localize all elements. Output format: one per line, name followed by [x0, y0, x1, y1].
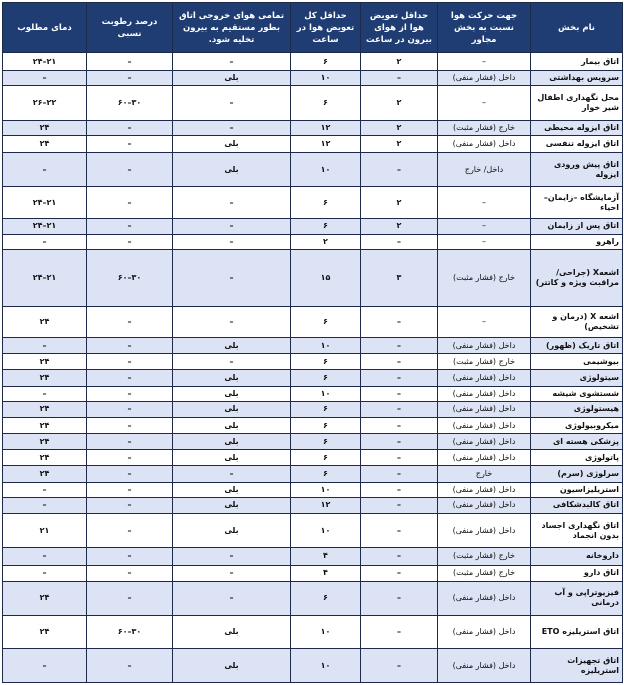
- table-row: [3, 616, 623, 649]
- cell-total-air-changes: ۱۵: [291, 250, 361, 307]
- cell-relative-humidity: –: [87, 53, 173, 71]
- cell-desired-temperature: –: [3, 338, 87, 354]
- cell-relative-humidity: –: [87, 401, 173, 417]
- cell-desired-temperature: ۲۴: [3, 417, 87, 433]
- cell-relative-humidity: –: [87, 120, 173, 135]
- cell-total-air-changes: ۶: [291, 401, 361, 417]
- cell-relative-humidity: –: [87, 450, 173, 466]
- cell-relative-humidity: –: [87, 153, 173, 187]
- table-row: [3, 482, 623, 497]
- cell-total-air-changes: ۱۲: [291, 120, 361, 135]
- cell-air-direction: داخل (فشار منفی): [438, 616, 531, 649]
- cell-department-name: اتاق پس از زایمان: [531, 218, 623, 234]
- cell-department-name: شستشوی شیشه: [531, 386, 623, 401]
- cell-desired-temperature: ۲۴: [3, 401, 87, 417]
- cell-total-air-changes: ۱۲: [291, 497, 361, 513]
- cell-total-air-changes: ۱۰: [291, 482, 361, 497]
- cell-air-direction: –: [438, 86, 531, 120]
- cell-total-air-changes: ۱۰: [291, 338, 361, 354]
- cell-total-air-changes: ۶: [291, 187, 361, 218]
- cell-relative-humidity: –: [87, 386, 173, 401]
- cell-department-name: بیوشیمی: [531, 354, 623, 370]
- table-row: [3, 153, 623, 187]
- cell-relative-humidity: ۳۰–۶۰: [87, 616, 173, 649]
- cell-outdoor-air-changes: –: [361, 616, 438, 649]
- cell-direct-exhaust: بلی: [173, 417, 291, 433]
- cell-air-direction: داخل (فشار منفی): [438, 450, 531, 466]
- table-row: [3, 135, 623, 152]
- cell-direct-exhaust: بلی: [173, 450, 291, 466]
- cell-outdoor-air-changes: –: [361, 513, 438, 547]
- cell-air-direction: داخل (فشار منفی): [438, 338, 531, 354]
- table-row: [3, 250, 623, 307]
- table-row: [3, 306, 623, 337]
- cell-air-direction: خارج (فشار مثبت): [438, 548, 531, 565]
- table-row: [3, 434, 623, 450]
- table-row: [3, 338, 623, 354]
- cell-direct-exhaust: –: [173, 86, 291, 120]
- cell-total-air-changes: ۶: [291, 354, 361, 370]
- cell-total-air-changes: ۶: [291, 434, 361, 450]
- cell-desired-temperature: ۲۱–۲۴: [3, 187, 87, 218]
- cell-outdoor-air-changes: –: [361, 338, 438, 354]
- cell-department-name: اتاق دارو: [531, 565, 623, 581]
- cell-total-air-changes: ۱۰: [291, 71, 361, 86]
- cell-department-name: استریلیزاسیون: [531, 482, 623, 497]
- cell-department-name: اتاق ایزوله محیطی: [531, 120, 623, 135]
- cell-direct-exhaust: –: [173, 187, 291, 218]
- cell-department-name: اتاق ایزوله تنفسی: [531, 135, 623, 152]
- cell-relative-humidity: –: [87, 482, 173, 497]
- cell-outdoor-air-changes: –: [361, 466, 438, 482]
- cell-direct-exhaust: بلی: [173, 370, 291, 386]
- cell-department-name: هیستولوژی: [531, 401, 623, 417]
- cell-department-name: راهرو: [531, 234, 623, 249]
- cell-desired-temperature: ۲۴: [3, 120, 87, 135]
- cell-total-air-changes: ۶: [291, 306, 361, 337]
- cell-direct-exhaust: بلی: [173, 616, 291, 649]
- cell-direct-exhaust: بلی: [173, 71, 291, 86]
- table-row: [3, 370, 623, 386]
- ventilation-requirements-table: [2, 2, 623, 683]
- cell-direct-exhaust: –: [173, 250, 291, 307]
- cell-relative-humidity: –: [87, 306, 173, 337]
- header-relative-humidity: درصد رطوبت نسبی: [87, 3, 173, 53]
- table-row: [3, 234, 623, 249]
- cell-relative-humidity: ۳۰–۶۰: [87, 86, 173, 120]
- cell-direct-exhaust: بلی: [173, 482, 291, 497]
- table-row: [3, 53, 623, 71]
- cell-desired-temperature: –: [3, 565, 87, 581]
- cell-desired-temperature: ۲۴: [3, 354, 87, 370]
- cell-air-direction: داخل (فشار منفی): [438, 482, 531, 497]
- cell-relative-humidity: –: [87, 354, 173, 370]
- cell-total-air-changes: ۲: [291, 234, 361, 249]
- cell-outdoor-air-changes: –: [361, 306, 438, 337]
- cell-desired-temperature: –: [3, 649, 87, 683]
- cell-outdoor-air-changes: –: [361, 548, 438, 565]
- cell-outdoor-air-changes: ۳: [361, 250, 438, 307]
- cell-desired-temperature: ۲۱: [3, 513, 87, 547]
- cell-air-direction: خارج (فشار مثبت): [438, 354, 531, 370]
- cell-outdoor-air-changes: ۲: [361, 120, 438, 135]
- cell-air-direction: داخل (فشار منفی): [438, 497, 531, 513]
- cell-direct-exhaust: بلی: [173, 135, 291, 152]
- cell-department-name: داروخانه: [531, 548, 623, 565]
- cell-department-name: پاتولوژی: [531, 450, 623, 466]
- cell-total-air-changes: ۱۰: [291, 616, 361, 649]
- cell-direct-exhaust: بلی: [173, 513, 291, 547]
- cell-total-air-changes: ۶: [291, 450, 361, 466]
- table-row: [3, 513, 623, 547]
- table-row: [3, 354, 623, 370]
- cell-desired-temperature: ۲۱–۲۴: [3, 250, 87, 307]
- cell-relative-humidity: –: [87, 548, 173, 565]
- cell-department-name: محل نگهداری اطفال شیر خوار: [531, 86, 623, 120]
- cell-air-direction: داخل (فشار منفی): [438, 649, 531, 683]
- cell-relative-humidity: –: [87, 565, 173, 581]
- cell-department-name: اتاق استریلیزه ETO: [531, 616, 623, 649]
- cell-outdoor-air-changes: –: [361, 482, 438, 497]
- cell-air-direction: خارج (فشار مثبت): [438, 250, 531, 307]
- cell-direct-exhaust: –: [173, 466, 291, 482]
- table-row: [3, 218, 623, 234]
- header-department-name: نام بخش: [531, 3, 623, 53]
- cell-air-direction: خارج: [438, 466, 531, 482]
- table-row: [3, 86, 623, 120]
- cell-air-direction: خارج (فشار مثبت): [438, 565, 531, 581]
- cell-relative-humidity: –: [87, 417, 173, 433]
- cell-department-name: اتاق کالبدشکافی: [531, 497, 623, 513]
- cell-outdoor-air-changes: ۲: [361, 86, 438, 120]
- cell-total-air-changes: ۱۰: [291, 513, 361, 547]
- cell-desired-temperature: ۲۴: [3, 581, 87, 615]
- cell-direct-exhaust: بلی: [173, 434, 291, 450]
- cell-department-name: فیزیوتراپی و آب درمانی: [531, 581, 623, 615]
- cell-desired-temperature: –: [3, 234, 87, 249]
- cell-air-direction: داخل (فشار منفی): [438, 135, 531, 152]
- ventilation-table-container: [2, 2, 622, 683]
- header-min-outdoor-air-changes: حداقل تعویض هوا از هوای بیرون در ساعت: [361, 3, 438, 53]
- cell-direct-exhaust: –: [173, 53, 291, 71]
- cell-desired-temperature: ۲۴: [3, 466, 87, 482]
- cell-relative-humidity: –: [87, 649, 173, 683]
- table-row: [3, 120, 623, 135]
- cell-relative-humidity: –: [87, 434, 173, 450]
- cell-department-name: اتاق نگهداری اجساد بدون انجماد: [531, 513, 623, 547]
- cell-desired-temperature: ۲۱–۲۴: [3, 53, 87, 71]
- cell-total-air-changes: ۱۲: [291, 135, 361, 152]
- cell-air-direction: –: [438, 53, 531, 71]
- cell-total-air-changes: ۶: [291, 218, 361, 234]
- table-row: [3, 187, 623, 218]
- cell-relative-humidity: –: [87, 234, 173, 249]
- cell-desired-temperature: ۲۴: [3, 450, 87, 466]
- cell-outdoor-air-changes: ۲: [361, 53, 438, 71]
- cell-air-direction: داخل (فشار منفی): [438, 513, 531, 547]
- table-row: [3, 581, 623, 615]
- cell-air-direction: داخل (فشار منفی): [438, 417, 531, 433]
- cell-total-air-changes: ۶: [291, 581, 361, 615]
- cell-direct-exhaust: –: [173, 354, 291, 370]
- cell-outdoor-air-changes: –: [361, 234, 438, 249]
- cell-outdoor-air-changes: –: [361, 386, 438, 401]
- table-header-row: [3, 3, 623, 53]
- cell-air-direction: داخل (فشار منفی): [438, 370, 531, 386]
- cell-department-name: سرویس بهداشتی: [531, 71, 623, 86]
- cell-outdoor-air-changes: –: [361, 434, 438, 450]
- cell-desired-temperature: –: [3, 153, 87, 187]
- cell-outdoor-air-changes: –: [361, 417, 438, 433]
- cell-air-direction: داخل (فشار منفی): [438, 71, 531, 86]
- cell-total-air-changes: ۴: [291, 548, 361, 565]
- cell-air-direction: –: [438, 306, 531, 337]
- cell-department-name: اتاق بیمار: [531, 53, 623, 71]
- cell-total-air-changes: ۶: [291, 370, 361, 386]
- cell-desired-temperature: ۲۴: [3, 616, 87, 649]
- table-row: [3, 497, 623, 513]
- table-body: [3, 53, 623, 683]
- cell-desired-temperature: –: [3, 71, 87, 86]
- cell-outdoor-air-changes: –: [361, 401, 438, 417]
- table-row: [3, 401, 623, 417]
- cell-desired-temperature: ۲۴: [3, 434, 87, 450]
- table-row: [3, 649, 623, 683]
- table-row: [3, 548, 623, 565]
- cell-relative-humidity: –: [87, 466, 173, 482]
- cell-air-direction: –: [438, 187, 531, 218]
- cell-total-air-changes: ۴: [291, 565, 361, 581]
- cell-relative-humidity: –: [87, 497, 173, 513]
- cell-outdoor-air-changes: –: [361, 354, 438, 370]
- cell-direct-exhaust: بلی: [173, 153, 291, 187]
- cell-desired-temperature: –: [3, 497, 87, 513]
- cell-relative-humidity: –: [87, 581, 173, 615]
- cell-outdoor-air-changes: ۲: [361, 135, 438, 152]
- cell-air-direction: –: [438, 234, 531, 249]
- cell-department-name: اتاق تاریک (ظهور): [531, 338, 623, 354]
- header-air-direction: جهت حرکت هوا نسبت به بخش مجاور: [438, 3, 531, 53]
- cell-total-air-changes: ۶: [291, 466, 361, 482]
- cell-air-direction: –: [438, 218, 531, 234]
- cell-direct-exhaust: بلی: [173, 386, 291, 401]
- header-desired-temperature: دمای مطلوب: [3, 3, 87, 53]
- cell-desired-temperature: ۲۲–۲۶: [3, 86, 87, 120]
- cell-total-air-changes: ۶: [291, 417, 361, 433]
- cell-outdoor-air-changes: ۲: [361, 218, 438, 234]
- cell-department-name: اتاق پیش ورودی ایزوله: [531, 153, 623, 187]
- cell-relative-humidity: –: [87, 370, 173, 386]
- cell-outdoor-air-changes: ۲: [361, 187, 438, 218]
- cell-relative-humidity: –: [87, 218, 173, 234]
- cell-desired-temperature: –: [3, 548, 87, 565]
- cell-outdoor-air-changes: –: [361, 649, 438, 683]
- cell-outdoor-air-changes: –: [361, 565, 438, 581]
- cell-department-name: پزشکی هسته ای: [531, 434, 623, 450]
- cell-desired-temperature: ۲۴: [3, 306, 87, 337]
- cell-desired-temperature: –: [3, 482, 87, 497]
- cell-outdoor-air-changes: –: [361, 153, 438, 187]
- cell-department-name: میکروبیولوژی: [531, 417, 623, 433]
- header-min-total-air-changes: حداقل کل تعویض هوا در ساعت: [291, 3, 361, 53]
- table-row: [3, 565, 623, 581]
- cell-relative-humidity: –: [87, 338, 173, 354]
- cell-desired-temperature: ۲۴: [3, 370, 87, 386]
- cell-air-direction: داخل (فشار منفی): [438, 401, 531, 417]
- cell-direct-exhaust: بلی: [173, 649, 291, 683]
- cell-direct-exhaust: –: [173, 306, 291, 337]
- cell-outdoor-air-changes: –: [361, 581, 438, 615]
- cell-department-name: سیتولوژی: [531, 370, 623, 386]
- cell-relative-humidity: –: [87, 71, 173, 86]
- cell-direct-exhaust: –: [173, 218, 291, 234]
- cell-department-name: اشعه X (درمان و تشخیص): [531, 306, 623, 337]
- cell-air-direction: داخل/ خارج: [438, 153, 531, 187]
- cell-department-name: اتاق تجهیزات استریلیزه: [531, 649, 623, 683]
- cell-desired-temperature: –: [3, 386, 87, 401]
- cell-outdoor-air-changes: –: [361, 497, 438, 513]
- table-row: [3, 450, 623, 466]
- cell-outdoor-air-changes: –: [361, 450, 438, 466]
- cell-relative-humidity: –: [87, 187, 173, 218]
- table-row: [3, 417, 623, 433]
- cell-desired-temperature: ۲۴: [3, 135, 87, 152]
- cell-direct-exhaust: بلی: [173, 338, 291, 354]
- cell-direct-exhaust: –: [173, 581, 291, 615]
- cell-air-direction: داخل (فشار منفی): [438, 581, 531, 615]
- cell-desired-temperature: ۲۱–۲۴: [3, 218, 87, 234]
- cell-total-air-changes: ۱۰: [291, 386, 361, 401]
- cell-total-air-changes: ۶: [291, 86, 361, 120]
- cell-department-name: آزمایشگاه –زایمان– احیاء: [531, 187, 623, 218]
- cell-relative-humidity: ۳۰–۶۰: [87, 250, 173, 307]
- cell-relative-humidity: –: [87, 513, 173, 547]
- header-direct-exhaust: تمامی هوای خروجی اتاق بطور مستقیم به بیرون تخلیه شود.: [173, 3, 291, 53]
- cell-outdoor-air-changes: –: [361, 370, 438, 386]
- cell-total-air-changes: ۱۰: [291, 649, 361, 683]
- cell-total-air-changes: ۱۰: [291, 153, 361, 187]
- cell-department-name: اشعهX (جراحی/ مراقبت ویژه و کاتتر): [531, 250, 623, 307]
- cell-air-direction: داخل (فشار منفی): [438, 434, 531, 450]
- cell-department-name: سرلوژی (سرم): [531, 466, 623, 482]
- cell-direct-exhaust: –: [173, 565, 291, 581]
- cell-direct-exhaust: –: [173, 120, 291, 135]
- cell-air-direction: داخل (فشار منفی): [438, 386, 531, 401]
- cell-direct-exhaust: –: [173, 548, 291, 565]
- cell-outdoor-air-changes: –: [361, 71, 438, 86]
- cell-direct-exhaust: بلی: [173, 401, 291, 417]
- cell-relative-humidity: –: [87, 135, 173, 152]
- table-row: [3, 386, 623, 401]
- cell-direct-exhaust: –: [173, 234, 291, 249]
- table-row: [3, 466, 623, 482]
- table-row: [3, 71, 623, 86]
- cell-direct-exhaust: بلی: [173, 497, 291, 513]
- cell-total-air-changes: ۶: [291, 53, 361, 71]
- cell-air-direction: خارج (فشار مثبت): [438, 120, 531, 135]
